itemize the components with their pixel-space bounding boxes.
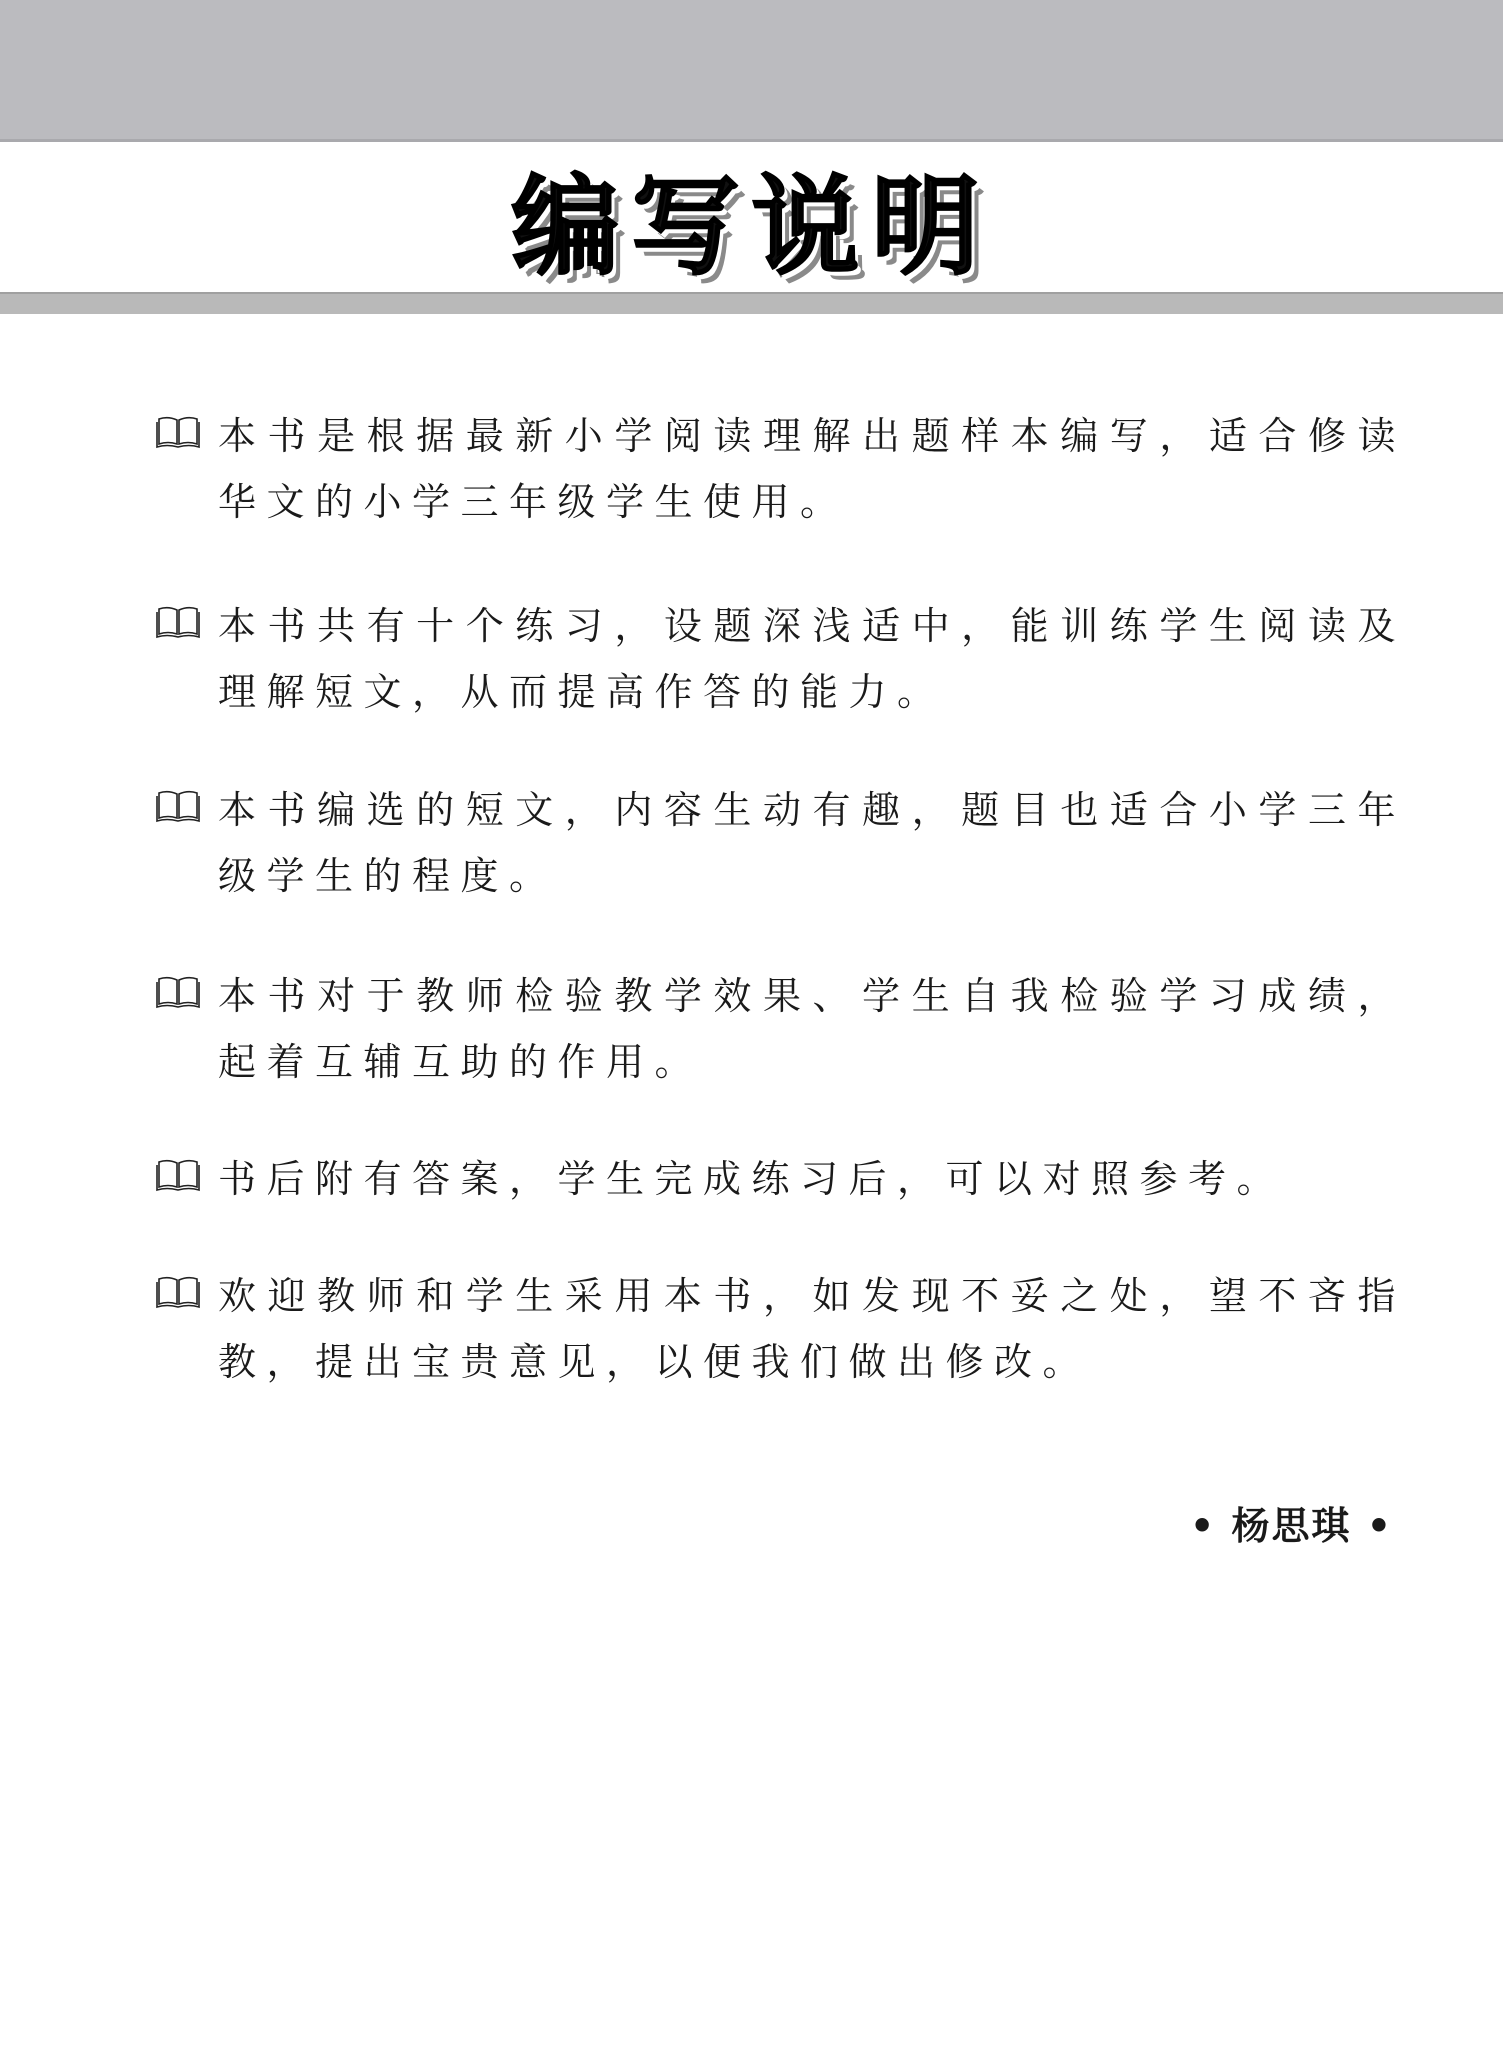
author-signature: • 杨思琪 • bbox=[1189, 1504, 1393, 1548]
title-divider-band bbox=[0, 292, 1503, 314]
list-item bbox=[156, 403, 1406, 535]
page-title: 编写说明 bbox=[511, 164, 992, 290]
header-band bbox=[0, 0, 1503, 142]
open-book-icon bbox=[156, 1275, 200, 1309]
item-text: 本书对于教师检验教学效果、学生自我检验学习成绩，起着互辅互助的作用。 bbox=[218, 974, 1406, 1084]
list-item bbox=[156, 593, 1406, 725]
item-text: 欢迎教师和学生采用本书，如发现不妥之处，望不吝指教，提出宝贵意见，以便我们做出修改。 bbox=[218, 1274, 1406, 1384]
item-text: 本书共有十个练习，设题深浅适中，能训练学生阅读及理解短文，从而提高作答的能力。 bbox=[218, 604, 1406, 714]
title-area bbox=[0, 142, 1503, 292]
item-text: 本书编选的短文，内容生动有趣，题目也适合小学三年级学生的程度。 bbox=[218, 788, 1406, 898]
item-text: 书后附有答案，学生完成练习后，可以对照参考。 bbox=[218, 1157, 1286, 1201]
open-book-icon bbox=[156, 415, 200, 449]
list-item bbox=[156, 963, 1406, 1095]
open-book-icon bbox=[156, 789, 200, 823]
open-book-icon bbox=[156, 1158, 200, 1192]
open-book-icon bbox=[156, 975, 200, 1009]
list-item bbox=[156, 1263, 1406, 1395]
list-item bbox=[156, 1146, 1406, 1212]
item-text: 本书是根据最新小学阅读理解出题样本编写，适合修读华文的小学三年级学生使用。 bbox=[218, 414, 1406, 524]
open-book-icon bbox=[156, 605, 200, 639]
list-item bbox=[156, 777, 1406, 909]
